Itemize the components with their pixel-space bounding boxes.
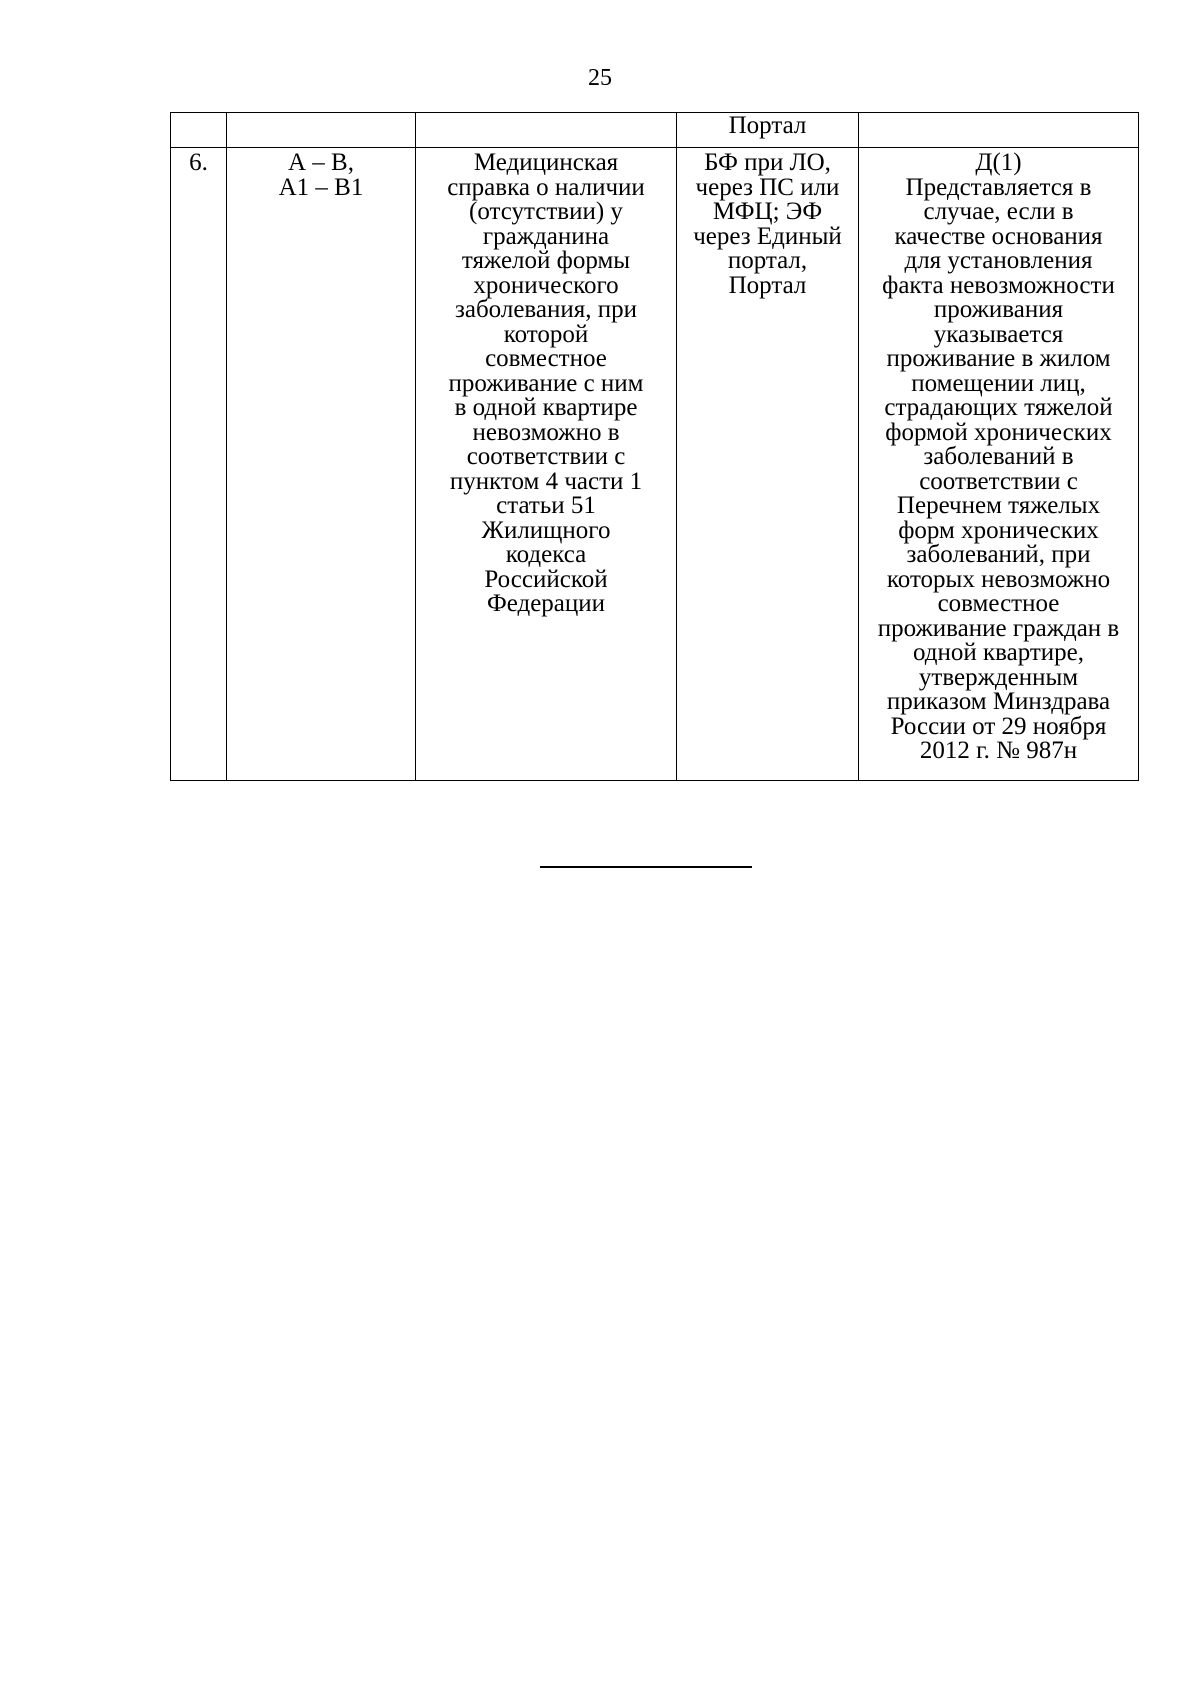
- table-cell-note: [859, 113, 1139, 148]
- document-line: Российской: [484, 565, 608, 593]
- note-line: факта невозможности: [882, 271, 1115, 299]
- document-line: в одной квартире: [454, 394, 638, 421]
- document-line: которой: [503, 320, 589, 348]
- note-line: форм хронических: [898, 516, 1099, 544]
- document-line: гражданина: [482, 222, 610, 250]
- row-form-cell: [677, 148, 859, 781]
- note-line: одной квартире,: [912, 639, 1085, 666]
- category-line: А – В,: [288, 149, 354, 176]
- document-line: кодекса: [505, 541, 587, 568]
- note-line: качестве основания: [894, 222, 1103, 250]
- document-line: статьи 51: [496, 492, 596, 519]
- note-line: заболеваний, при: [906, 541, 1091, 568]
- note-line: приказом Минздрава: [886, 688, 1111, 715]
- note-code: Д(1): [975, 149, 1022, 176]
- note-line: совместное: [937, 590, 1060, 617]
- note-line: России от 29 ноября: [890, 712, 1107, 740]
- row-document-cell: [416, 148, 677, 781]
- form-line: Портал: [728, 271, 807, 299]
- document-line: Федерации: [486, 590, 606, 617]
- table-cell-form: Портал: [677, 113, 859, 148]
- table-continuation-row: [171, 113, 1139, 148]
- table-cell-categories: [227, 113, 416, 148]
- document-line: пунктом 4 части 1: [449, 467, 643, 495]
- category-line: А1 – В1: [278, 173, 364, 201]
- note-line: случае, если в: [923, 198, 1074, 225]
- document-line: хронического: [473, 271, 619, 299]
- table-cell-document: [416, 113, 677, 148]
- row-number: 6.: [171, 148, 227, 781]
- note-line: проживание в жилом: [886, 345, 1111, 372]
- note-line: проживания: [933, 296, 1064, 323]
- note-line: заболеваний в: [923, 443, 1074, 470]
- document-line: совместное: [485, 345, 607, 372]
- table-cell-number: [171, 113, 227, 148]
- document-line: (отсутствии) у: [469, 198, 623, 225]
- note-line: Перечнем тяжелых: [896, 492, 1101, 519]
- note-line: 2012 г. № 987н: [919, 737, 1078, 764]
- form-line: портал,: [727, 247, 808, 274]
- document-line: Жилищного: [481, 516, 611, 544]
- document-line: невозможно в: [472, 418, 620, 446]
- document-line: заболевания, при: [454, 296, 638, 323]
- table-row: [171, 148, 1139, 781]
- note-line: утвержденным: [918, 663, 1079, 691]
- document-line: Медицинская: [473, 149, 619, 176]
- document-line: проживание с ним: [448, 369, 644, 397]
- document-line: справка о наличии: [447, 173, 645, 201]
- document-table: [170, 112, 1139, 781]
- form-line: через ПС или: [695, 173, 840, 201]
- note-line: указывается: [933, 320, 1064, 348]
- note-line: которых невозможно: [886, 565, 1111, 593]
- page-number: 25: [588, 65, 612, 91]
- row-note-cell: [859, 148, 1139, 781]
- form-line: БФ при ЛО,: [704, 149, 831, 176]
- form-line: через Единый: [693, 222, 842, 250]
- form-line: МФЦ; ЭФ: [712, 198, 823, 225]
- note-line: проживание граждан в: [877, 614, 1120, 642]
- document-line: тяжелой формы: [461, 247, 631, 274]
- note-line: формой хронических: [885, 418, 1112, 446]
- note-line: для установления: [904, 247, 1093, 274]
- row-categories-cell: [227, 148, 416, 781]
- note-line: помещении лиц,: [911, 369, 1086, 397]
- note-line: соответствии с: [919, 467, 1078, 495]
- note-line: Представляется в: [905, 173, 1092, 201]
- note-line: страдающих тяжелой: [884, 394, 1113, 421]
- document-line: соответствии с: [466, 443, 626, 470]
- closing-rule: [540, 866, 752, 868]
